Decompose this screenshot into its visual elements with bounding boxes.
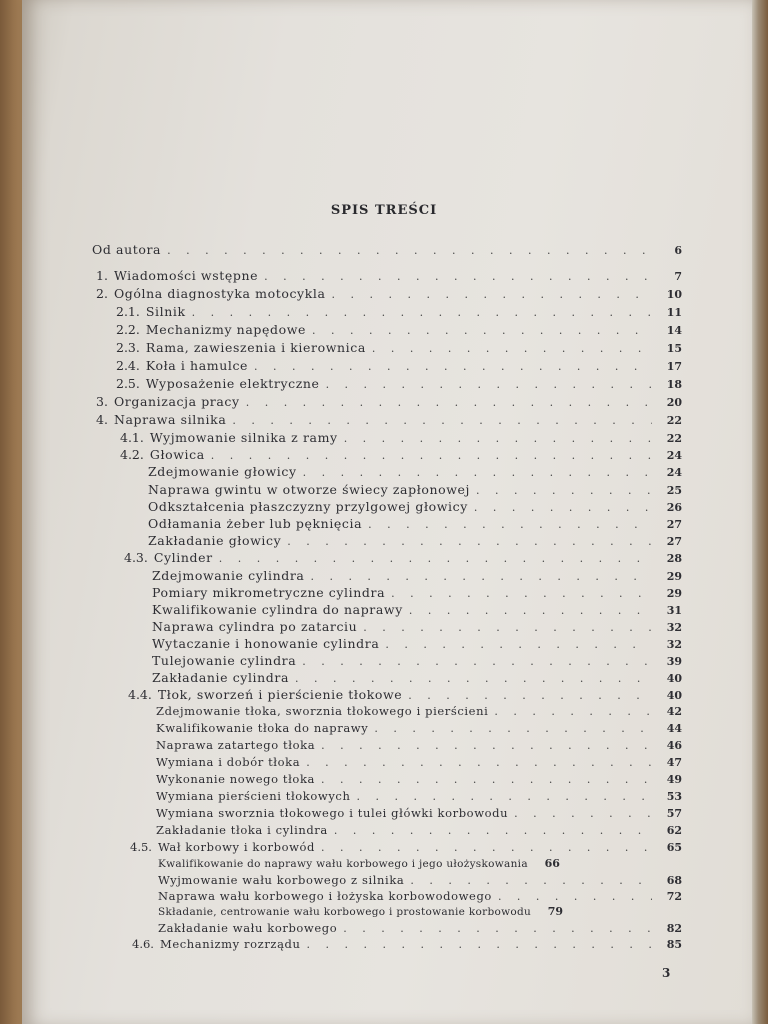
toc-entry: Od autora . . . 6 [86, 242, 682, 259]
toc-entry: Pomiary mikrometryczne cylindra . . . 29 [152, 585, 682, 602]
toc-entry: Zdejmowanie głowicy . . . 24 [148, 464, 682, 481]
toc-entry: 4.2. Głowica . . . 24 [120, 447, 682, 464]
toc-entry: Naprawa wału korbowego i łożyska korbowodowego . . . 72 [158, 889, 682, 906]
toc-entry: Wyjmowanie wału korbowego z silnika . . . 68 [158, 873, 682, 890]
toc-entry: 4.1. Wyjmowanie silnika z ramy . . . 22 [120, 430, 682, 447]
toc-entry: 3. Organizacja pracy . . . 20 [96, 394, 682, 411]
toc-entry: 4. Naprawa silnika . . . 22 [96, 412, 682, 429]
toc-entry: Naprawa gwintu w otworze świecy zapłonowej . . . 25 [148, 482, 682, 499]
toc-entry: 2.5. Wyposażenie elektryczne . . . 18 [116, 376, 682, 393]
toc-entry: Zakładanie wału korbowego . . . 82 [158, 921, 682, 938]
toc-entry: Zakładanie głowicy . . . 27 [148, 533, 682, 550]
page-number: 3 [662, 966, 671, 980]
toc-entry: 2.2. Mechanizmy napędowe . . . 14 [116, 322, 682, 339]
toc-entry: Wymiana i dobór tłoka . . . 47 [156, 755, 682, 772]
toc-entry: Wymiana sworznia tłokowego i tulei główki korbowodu . . . 57 [156, 806, 682, 823]
toc-entry: 4.4. Tłok, sworzeń i pierścienie tłokowe . . . 40 [128, 687, 682, 704]
toc-entry: 2.4. Koła i hamulce . . . 17 [116, 358, 682, 375]
toc-entry: Odłamania żeber lub pęknięcia . . . 27 [148, 516, 682, 533]
toc-entry: 4.6. Mechanizmy rozrządu . . . 85 [132, 937, 682, 954]
toc-entry: Odkształcenia płaszczyzny przylgowej głowicy . . . 26 [148, 499, 682, 516]
toc-entry: 2.3. Rama, zawieszenia i kierownica . . . 15 [116, 340, 682, 357]
toc-entry: Naprawa cylindra po zatarciu . . . 32 [152, 619, 682, 636]
toc-entry: Kwalifikowanie do naprawy wału korbowego i jego ułożyskowania 66 [158, 857, 560, 870]
toc-entry: 4.3. Cylinder . . . 28 [124, 550, 682, 567]
toc-entry: Składanie, centrowanie wału korbowego i prostowanie korbowodu 79 [158, 905, 564, 918]
toc-entry: Naprawa zatartego tłoka . . . 46 [156, 738, 682, 755]
toc-entry: Tulejowanie cylindra . . . 39 [152, 653, 682, 670]
toc-entry: 2. Ogólna diagnostyka motocykla . . . 10 [96, 286, 682, 303]
toc-entry: Zdejmowanie cylindra . . . 29 [152, 568, 682, 585]
toc-entry: Zakładanie tłoka i cylindra . . . 62 [156, 823, 682, 840]
toc-entry: Wymiana pierścieni tłokowych . . . 53 [156, 789, 682, 806]
page-title: SPIS TREŚCI [330, 203, 438, 218]
toc-entry: 2.1. Silnik . . . 11 [116, 304, 682, 321]
toc-entry: Wykonanie nowego tłoka . . . 49 [156, 772, 682, 789]
toc-entry: Zdejmowanie tłoka, sworznia tłokowego i pierścieni . . . 42 [156, 704, 682, 721]
toc-entry: 1. Wiadomości wstępne . . . 7 [96, 268, 682, 285]
toc-entry: Wytaczanie i honowanie cylindra . . . 32 [152, 636, 682, 653]
toc-entry: Zakładanie cylindra . . . 40 [152, 670, 682, 687]
toc-entry: Kwalifikowanie tłoka do naprawy . . . 44 [156, 721, 682, 738]
toc-entry: 4.5. Wał korbowy i korbowód . . . 65 [130, 840, 682, 857]
toc-entry: Kwalifikowanie cylindra do naprawy . . . 31 [152, 602, 682, 619]
